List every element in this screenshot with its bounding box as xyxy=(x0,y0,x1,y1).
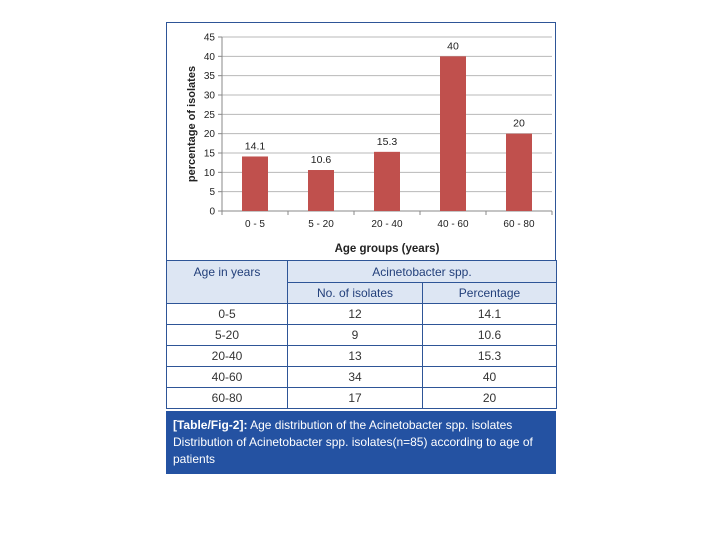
header-percentage: Percentage xyxy=(423,283,557,304)
data-label: 15.3 xyxy=(376,135,398,148)
cell-count: 12 xyxy=(288,304,423,325)
y-axis-title: percentage of isolates xyxy=(186,65,198,183)
data-label: 20 xyxy=(513,117,525,130)
cell-percentage: 10.6 xyxy=(423,325,557,346)
y-tick-label: 20 xyxy=(203,129,215,141)
y-tick-label: 0 xyxy=(209,206,215,218)
cell-age: 20-40 xyxy=(167,346,288,367)
x-tick-label: 20 - 40 xyxy=(371,219,403,230)
y-tick-label: 45 xyxy=(203,32,215,44)
bar xyxy=(440,56,466,211)
cell-count: 13 xyxy=(288,346,423,367)
cell-percentage: 14.1 xyxy=(423,304,557,325)
caption-tag: [Table/Fig-2]: xyxy=(173,418,248,432)
cell-percentage: 15.3 xyxy=(423,346,557,367)
header-age: Age in years xyxy=(167,261,288,304)
cell-age: 5-20 xyxy=(167,325,288,346)
x-tick-label: 5 - 20 xyxy=(308,219,334,230)
figure xyxy=(166,22,556,474)
data-label: 40 xyxy=(447,40,459,53)
cell-count: 9 xyxy=(288,325,423,346)
y-tick-label: 25 xyxy=(203,109,215,121)
header-acinetobacter: Acinetobacter spp. xyxy=(288,261,557,283)
x-tick-label: 0 - 5 xyxy=(244,219,266,230)
cell-age: 40-60 xyxy=(167,367,288,388)
bar xyxy=(242,156,268,211)
chart-svg xyxy=(167,23,555,261)
table-row xyxy=(167,325,557,346)
table-row xyxy=(167,367,557,388)
caption-title: Age distribution of the Acinetobacter spp. isolates xyxy=(247,418,513,432)
data-label: 14.1 xyxy=(244,140,266,153)
x-axis-title: Age groups (years) xyxy=(334,243,440,255)
y-tick-label: 10 xyxy=(203,167,215,179)
cell-count: 34 xyxy=(288,367,423,388)
y-tick-label: 40 xyxy=(203,51,215,63)
bar-chart xyxy=(166,22,556,262)
y-tick-label: 15 xyxy=(203,148,215,160)
caption-text: Distribution of Acinetobacter spp. isolates(n=85) according to age of patients xyxy=(173,435,533,466)
data-label: 10.6 xyxy=(310,154,332,167)
cell-percentage: 40 xyxy=(423,367,557,388)
cell-age: 0-5 xyxy=(167,304,288,325)
x-tick-label: 40 - 60 xyxy=(437,219,469,230)
cell-age: 60-80 xyxy=(167,388,288,409)
x-tick-label: 60 - 80 xyxy=(503,219,535,230)
figure-caption xyxy=(166,411,556,474)
cell-percentage: 20 xyxy=(423,388,557,409)
bar xyxy=(308,170,334,211)
table-row xyxy=(167,304,557,325)
age-distribution-table xyxy=(166,260,557,409)
table-row xyxy=(167,388,557,409)
header-no-of-isolates: No. of isolates xyxy=(288,283,423,304)
cell-count: 17 xyxy=(288,388,423,409)
y-tick-label: 35 xyxy=(203,71,215,83)
bar xyxy=(374,152,400,211)
table-row xyxy=(167,346,557,367)
y-tick-label: 5 xyxy=(209,187,215,199)
bar xyxy=(506,134,532,211)
y-tick-label: 30 xyxy=(203,90,215,102)
